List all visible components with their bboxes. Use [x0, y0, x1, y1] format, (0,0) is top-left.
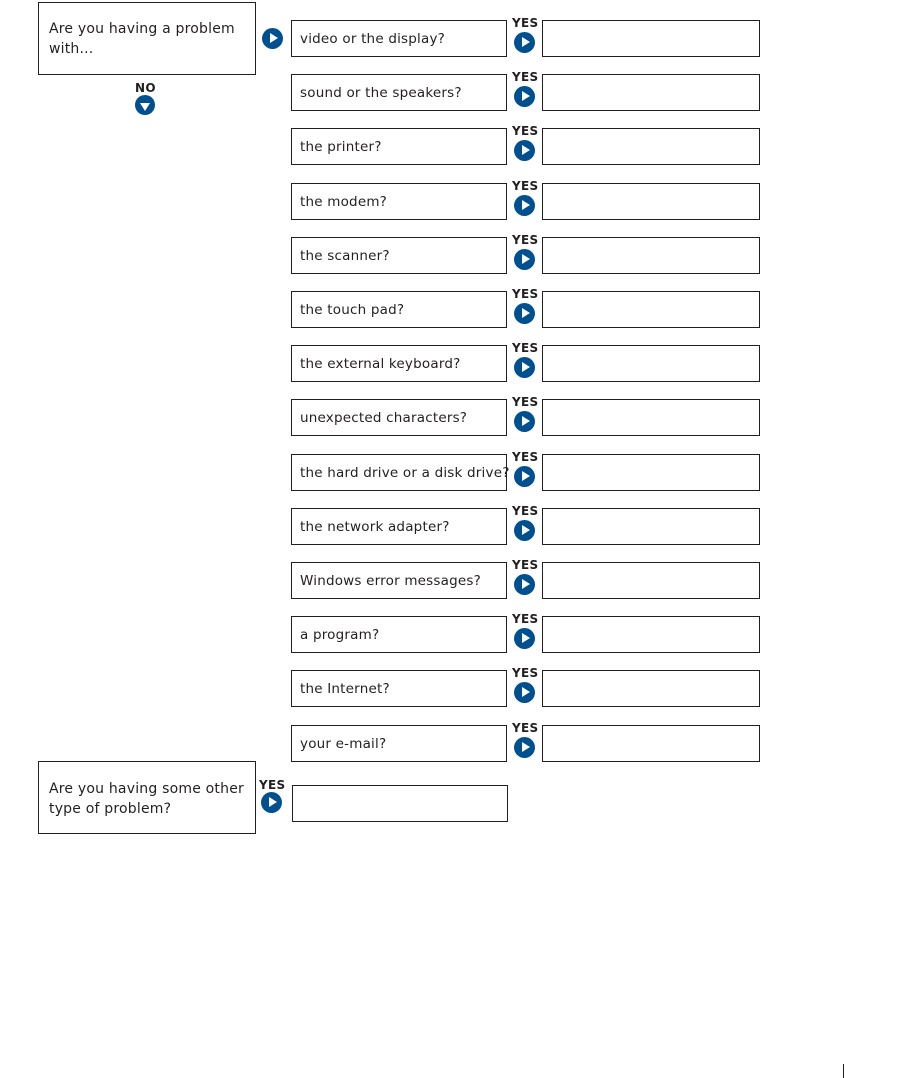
- problem-question-text: the network adapter?: [300, 518, 450, 535]
- problem-question-box: [291, 562, 507, 599]
- problem-question-box: [291, 291, 507, 328]
- answer-box: [542, 20, 760, 57]
- yes-label: YES: [512, 233, 539, 247]
- yes-label: YES: [512, 504, 539, 518]
- yes-arrow-icon: [514, 195, 535, 216]
- yes-arrow-icon: [514, 303, 535, 324]
- answer-box: [542, 562, 760, 599]
- problem-question-text: the hard drive or a disk drive?: [300, 464, 510, 481]
- yes-label: YES: [512, 287, 539, 301]
- yes-label: YES: [512, 558, 539, 572]
- yes-label: YES: [512, 124, 539, 138]
- other-yes-arrow-icon: [261, 792, 282, 813]
- answer-box: [542, 725, 760, 762]
- no-arrow-icon: [135, 95, 155, 115]
- no-label: NO: [135, 81, 156, 95]
- yes-arrow-icon: [514, 737, 535, 758]
- to-problems-arrow-icon: [262, 28, 283, 49]
- answer-box: [542, 616, 760, 653]
- start-question-text: Are you having a problem with...: [49, 21, 235, 57]
- yes-label: YES: [512, 450, 539, 464]
- problem-question-text: the Internet?: [300, 680, 390, 697]
- answer-box: [542, 399, 760, 436]
- yes-arrow-icon: [514, 140, 535, 161]
- problem-question-box: [291, 74, 507, 111]
- yes-label: YES: [512, 612, 539, 626]
- other-question-text: Are you having some other type of problem?: [49, 781, 244, 817]
- yes-arrow-icon: [514, 249, 535, 270]
- problem-question-text: the touch pad?: [300, 301, 405, 318]
- yes-arrow-icon: [514, 86, 535, 107]
- answer-box: [542, 183, 760, 220]
- yes-label: YES: [512, 341, 539, 355]
- problem-question-box: [291, 183, 507, 220]
- problem-question-text: video or the display?: [300, 30, 446, 47]
- problem-question-box: [291, 670, 507, 707]
- start-question-box: [38, 2, 256, 75]
- other-question-box: [38, 761, 256, 834]
- yes-arrow-icon: [514, 574, 535, 595]
- yes-arrow-icon: [514, 628, 535, 649]
- problem-question-text: Windows error messages?: [300, 572, 481, 589]
- problem-question-text: the modem?: [300, 193, 388, 210]
- answer-box: [542, 454, 760, 491]
- problem-question-box: [291, 508, 507, 545]
- yes-arrow-icon: [514, 682, 535, 703]
- problem-question-text: a program?: [300, 626, 380, 643]
- other-answer-box: [292, 785, 508, 822]
- problem-question-text: the external keyboard?: [300, 355, 461, 372]
- problem-question-text: your e-mail?: [300, 735, 387, 752]
- yes-label: YES: [512, 395, 539, 409]
- problem-question-box: [291, 20, 507, 57]
- problem-question-box: [291, 128, 507, 165]
- problem-question-text: the printer?: [300, 138, 382, 155]
- problem-question-text: unexpected characters?: [300, 409, 468, 426]
- yes-arrow-icon: [514, 520, 535, 541]
- problem-question-box: [291, 725, 507, 762]
- answer-box: [542, 508, 760, 545]
- other-yes-label: YES: [259, 778, 286, 792]
- problem-question-box: [291, 237, 507, 274]
- page-margin-mark: [843, 1064, 844, 1078]
- problem-question-box: [291, 454, 510, 491]
- answer-box: [542, 291, 760, 328]
- problem-question-box: [291, 616, 507, 653]
- answer-box: [542, 237, 760, 274]
- yes-label: YES: [512, 666, 539, 680]
- yes-label: YES: [512, 16, 539, 30]
- problem-question-box: [291, 345, 507, 382]
- answer-box: [542, 670, 760, 707]
- yes-arrow-icon: [514, 357, 535, 378]
- yes-label: YES: [512, 70, 539, 84]
- problem-question-box: [291, 399, 507, 436]
- yes-arrow-icon: [514, 411, 535, 432]
- yes-label: YES: [512, 179, 539, 193]
- problem-question-text: sound or the speakers?: [300, 84, 462, 101]
- yes-label: YES: [512, 721, 539, 735]
- yes-arrow-icon: [514, 466, 535, 487]
- answer-box: [542, 74, 760, 111]
- yes-arrow-icon: [514, 32, 535, 53]
- answer-box: [542, 345, 760, 382]
- problem-question-text: the scanner?: [300, 247, 390, 264]
- answer-box: [542, 128, 760, 165]
